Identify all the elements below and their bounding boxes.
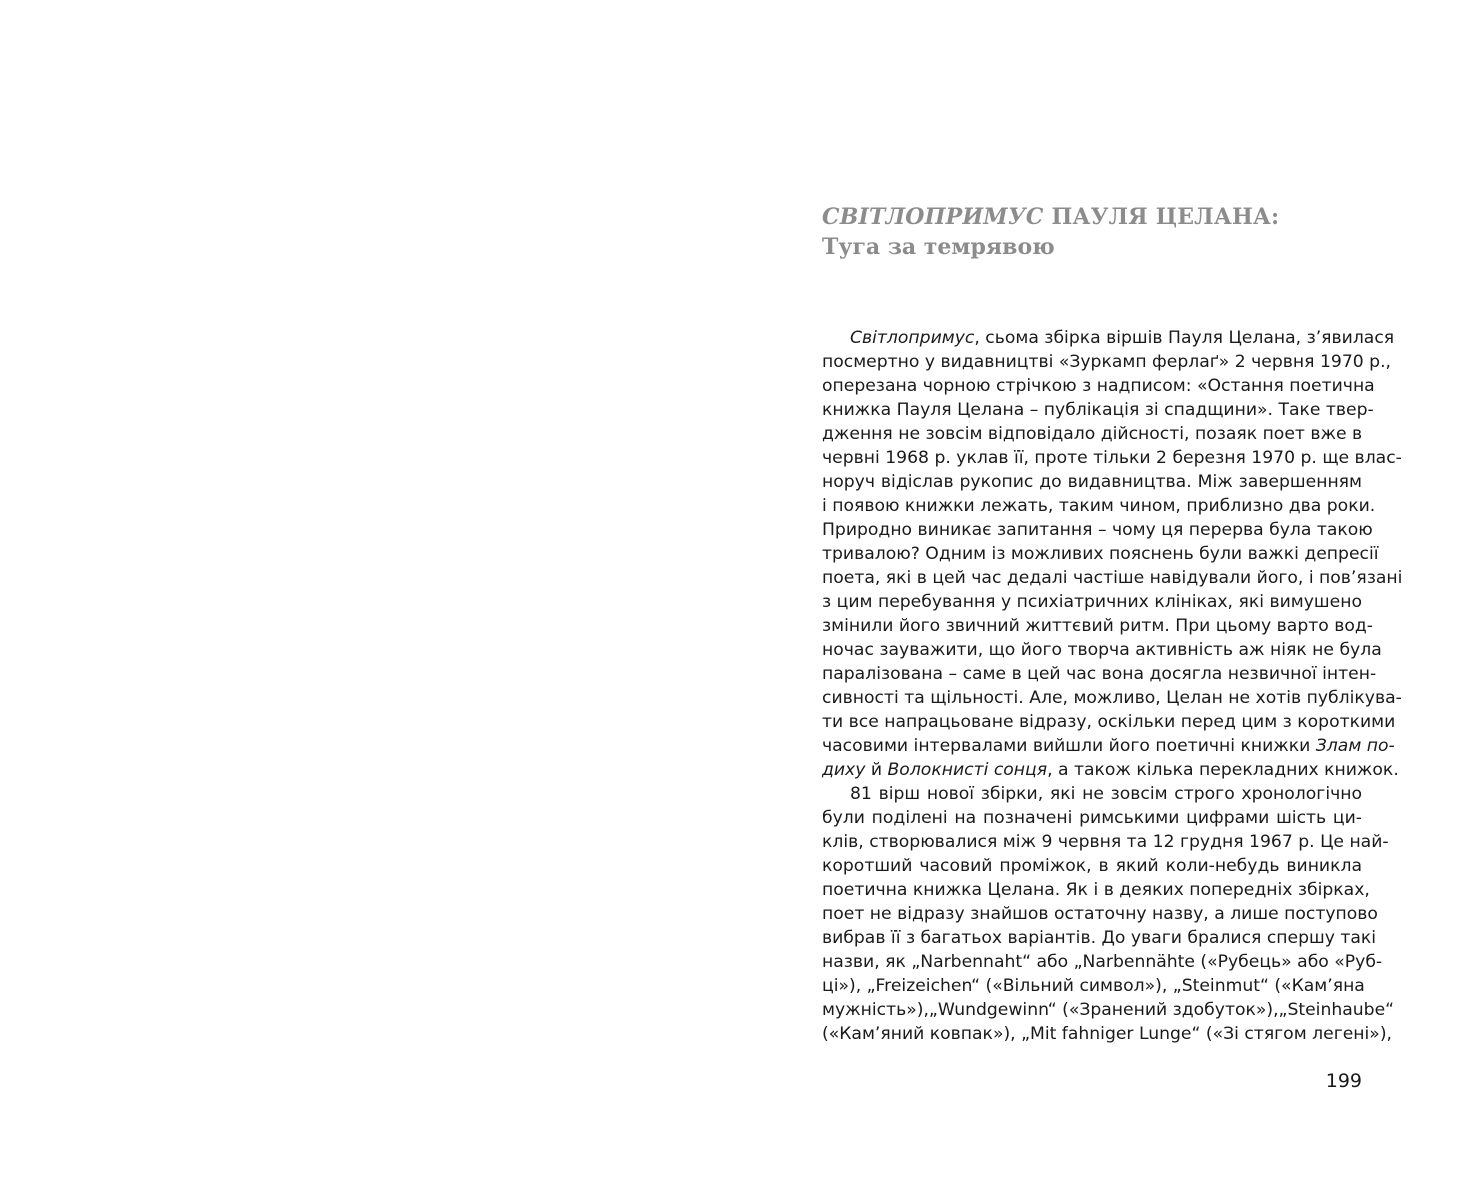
text-line: клів, створювалися між 9 червня та 12 грудня 1967 р. Це най- [822, 832, 1389, 852]
text-line: («Кам’яний ковпак»), „Mit fahniger Lunge“ («Зі стягом легені»), [822, 1024, 1392, 1044]
text-line: і появою книжки лежать, таким чином, приблизно два роки. [822, 496, 1376, 516]
text-line: вибрав її з багатьох варіантів. До уваги бралися спершу такі [822, 928, 1377, 948]
text-line: Природно виникає запитання – чому ця перерва була такою [822, 520, 1373, 540]
chapter-title-line1 [822, 202, 1382, 232]
text-line: поет не відразу знайшов остаточну назву, а лише поступово [822, 904, 1378, 924]
text-line: поетична книжка Целана. Як і в деяких попередніх збірках, [822, 880, 1370, 900]
text-line: оперезана чорною стрічкою з надписом: «Остання поетична [822, 376, 1375, 396]
text-line: поета, які в цей час дедалі частіше навідували його, і пов’язані [822, 568, 1403, 588]
text-line: коротший часовий проміжок, в який коли-небудь виникла [822, 856, 1362, 876]
text-line: книжка Пауля Целана – публікація зі спадщини». Таке твер- [822, 400, 1374, 420]
text-line: червні 1968 р. уклав її, проте тільки 2 березня 1970 р. ще влас- [822, 448, 1402, 468]
text-line: назви, як „Narbennaht“ або „Narbennähte («Рубець» або «Руб- [822, 952, 1383, 972]
chapter-title [822, 202, 1382, 262]
paragraph [822, 782, 1395, 1046]
text-line: ночас зауважити, що його творча активність аж ніяк не була [822, 640, 1382, 660]
text-line: ти все напрацьоване відразу, оскільки перед цим з короткими [822, 712, 1396, 732]
text-line: 81 вірш нової збірки, які не зовсім строго хронологічно [850, 784, 1362, 804]
body-text [822, 326, 1403, 1046]
text-line: норуч відіслав рукопис до видавництва. Між завершенням [822, 472, 1362, 492]
text-line: з цим перебування у психіатричних клініках, які вимушено [822, 592, 1362, 612]
text-line: посмертно у видавництві «Зуркамп ферлаґ» 2 червня 1970 р., [822, 352, 1392, 372]
text-line: ці»), „Freizeichen“ («Вільний символ»), „Steinmut“ («Кам’яна [822, 976, 1365, 996]
text-line: змінили його звичний життєвий ритм. При цьому варто вод- [822, 616, 1373, 636]
text-line: сивності та щільності. Але, можливо, Целан не хотів публікува- [822, 688, 1402, 708]
text-line: тривалою? Одним із можливих пояснень були важкі депресії [822, 544, 1379, 564]
text-line: мужність»),„Wundgewinn“ («Зранений здобуток»),„Steinhaube“ [822, 1000, 1395, 1020]
chapter-subtitle: Туга за темрявою [822, 234, 1055, 260]
chapter-title-italic: СВІТЛОПРИМУС [822, 204, 1044, 230]
text-line: часовими інтервалами вийшли його поетичні книжки Злам по- [822, 736, 1395, 756]
text-line: паралізована – саме в цей час вона досягла незвичної інтен- [822, 664, 1377, 684]
chapter-title-rest: ПАУЛЯ ЦЕЛАНА: [1043, 204, 1280, 230]
paragraph [822, 326, 1403, 782]
text-line: Світлопримус, сьома збірка віршів Пауля Целана, з’явилася [850, 328, 1395, 348]
text-line: були поділені на позначені римськими цифрами шість ци- [822, 808, 1362, 828]
page-number: 199 [1325, 1070, 1362, 1092]
text-line: диху й Волокнисті сонця, а також кілька перекладних книжок. [822, 760, 1399, 780]
text-line: дження не зовсім відповідало дійсності, позаяк поет вже в [822, 424, 1363, 444]
